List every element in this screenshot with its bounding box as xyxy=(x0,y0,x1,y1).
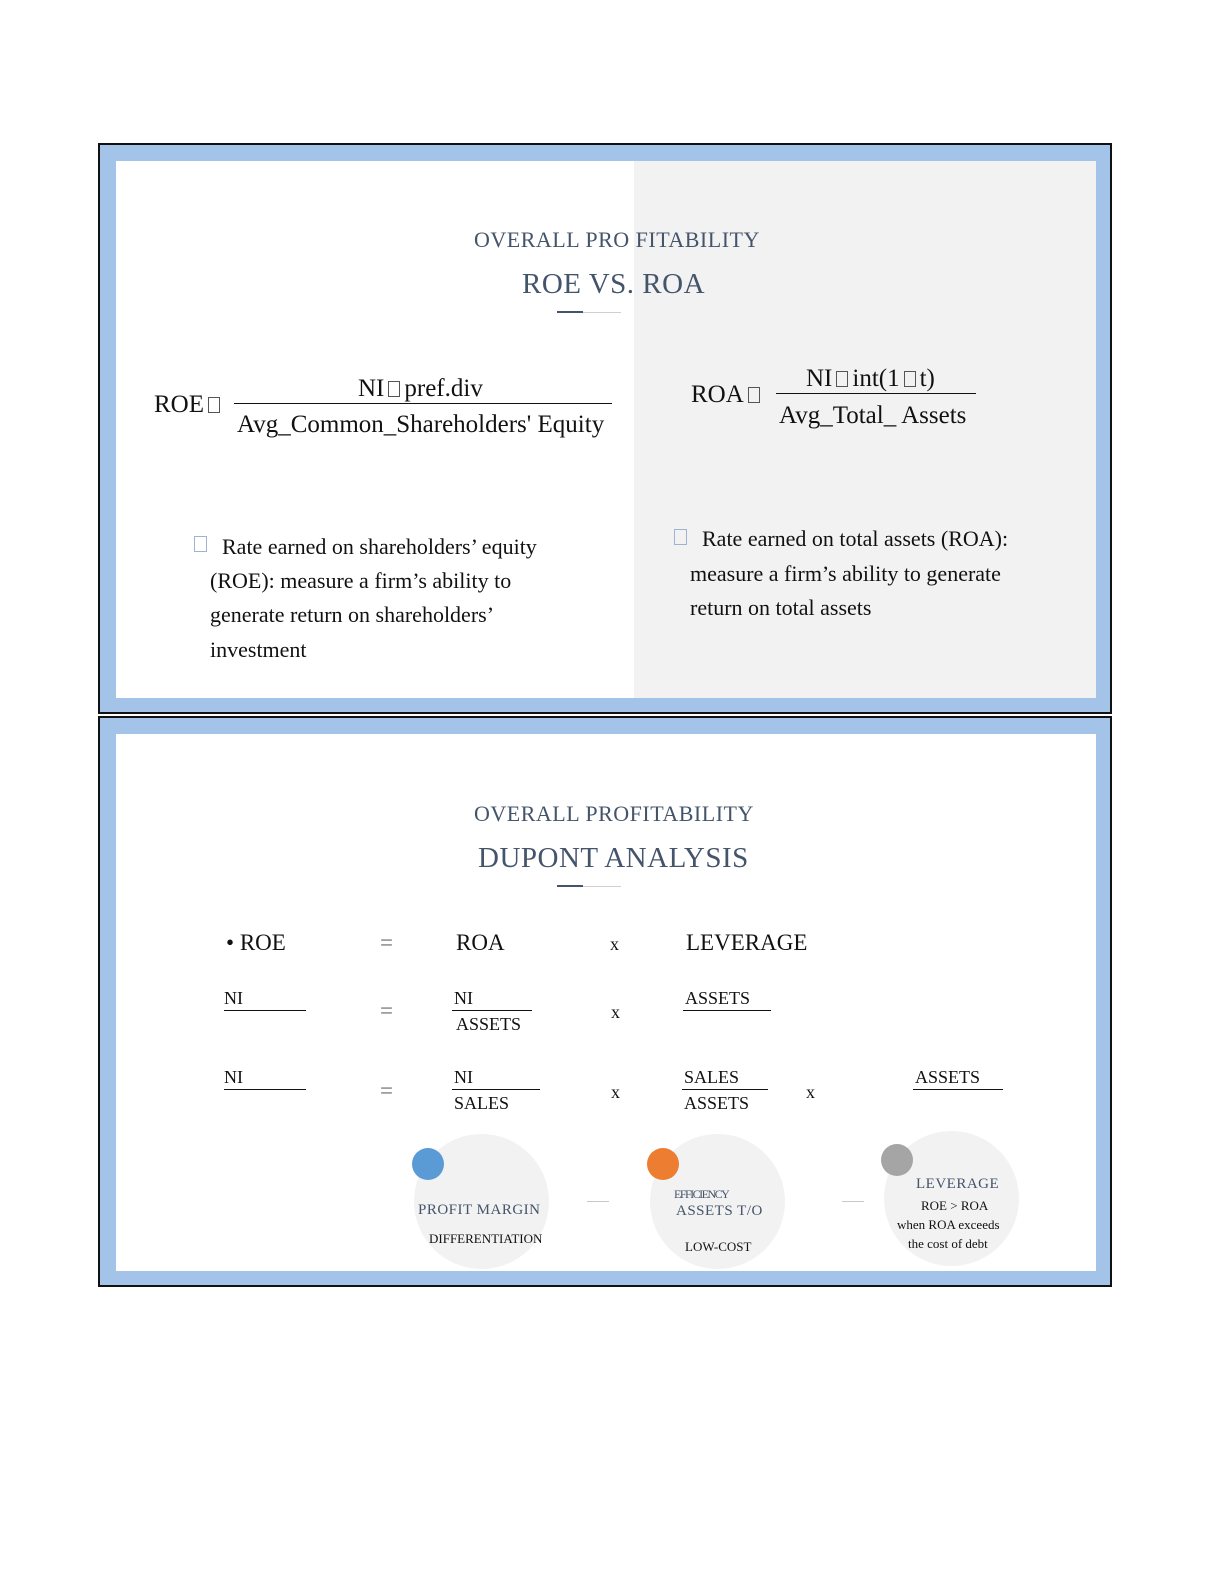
row1-equals: = xyxy=(380,930,393,955)
low-cost-label: LOW-COST xyxy=(685,1239,752,1254)
row3-times-1: x xyxy=(611,1082,620,1102)
roa-description-line-1: Rate earned on total assets (ROA): xyxy=(702,526,1009,551)
bullet-box-icon xyxy=(194,536,207,552)
row3-a-denominator: SALES xyxy=(454,1093,510,1113)
roe-description-line-2: (ROE): measure a firm’s ability to xyxy=(210,568,512,593)
blue-dot-icon xyxy=(412,1148,444,1180)
assets-turnover-label: ASSETS T/O xyxy=(676,1203,763,1219)
missing-glyph-icon xyxy=(208,397,220,413)
title-underline xyxy=(557,311,583,313)
roe-description-line-4: investment xyxy=(210,637,307,662)
when-roa-exceeds-label: when ROA exceeds xyxy=(897,1217,1000,1232)
row1-leverage: LEVERAGE xyxy=(686,930,808,955)
roe-description-line-3: generate return on shareholders’ xyxy=(210,602,495,627)
slide-kicker: OVERALL PROFITABILITY xyxy=(474,801,754,826)
leverage-label: LEVERAGE xyxy=(916,1176,1000,1192)
slide-title: DUPONT ANALYSIS xyxy=(478,842,749,874)
missing-glyph-icon xyxy=(388,381,400,397)
roe-description-line-1: Rate earned on shareholders’ equity xyxy=(222,534,537,559)
differentiation-label: DIFFERENTIATION xyxy=(429,1231,543,1246)
bullet-box-icon xyxy=(674,529,687,545)
roa-description-line-2: measure a firm’s ability to generate xyxy=(690,561,1001,586)
row1-times: x xyxy=(610,934,619,954)
missing-glyph-icon xyxy=(748,387,760,403)
title-underline xyxy=(557,885,583,887)
row3-a-numerator: NI xyxy=(452,1067,540,1090)
slide-dupont-analysis xyxy=(98,716,1112,1287)
efficiency-label: EFFICIENCY xyxy=(674,1187,729,1201)
roe-denominator: Avg_Common_Shareholders' Equity xyxy=(237,411,605,438)
roe-greater-roa-label: ROE > ROA xyxy=(921,1198,989,1213)
connector-dash xyxy=(842,1201,864,1202)
connector-dash xyxy=(587,1201,609,1202)
row2-b-numerator: ASSETS xyxy=(683,988,771,1011)
grey-dot-icon xyxy=(881,1144,913,1176)
row2-equals: = xyxy=(380,998,393,1023)
missing-glyph-icon xyxy=(836,371,848,387)
roa-numerator: NI int(1 t) xyxy=(806,365,935,392)
slide-content xyxy=(116,161,1096,698)
slide-content xyxy=(116,734,1096,1271)
row2-times: x xyxy=(611,1002,620,1022)
roe-formula-lhs: ROE xyxy=(154,391,224,419)
roa-description-line-3: return on total assets xyxy=(690,595,872,620)
roa-fraction-bar xyxy=(776,393,976,394)
row3-times-2: x xyxy=(806,1082,815,1102)
missing-glyph-icon xyxy=(904,371,916,387)
slide-roe-vs-roa xyxy=(98,143,1112,714)
row2-a-denominator: ASSETS xyxy=(456,1014,522,1034)
row3-b-denominator: ASSETS xyxy=(684,1093,750,1113)
row2-a-numerator: NI xyxy=(452,988,532,1011)
title-underline-light xyxy=(583,886,621,887)
row3-equals: = xyxy=(380,1078,393,1103)
profit-margin-label: PROFIT MARGIN xyxy=(418,1202,541,1218)
row3-c-numerator: ASSETS xyxy=(913,1067,1003,1090)
roe-fraction-bar xyxy=(234,403,612,404)
title-underline-light xyxy=(583,312,621,313)
slide-title: ROE VS. ROA xyxy=(522,268,706,300)
slide-kicker: OVERALL PRO FITABILITY xyxy=(474,227,760,252)
row3-lhs: NI xyxy=(224,1067,306,1090)
roa-formula-lhs: ROA xyxy=(691,381,764,409)
row1-lhs: • ROE xyxy=(226,930,286,955)
roe-numerator: NI pref.div xyxy=(358,375,483,402)
cost-of-debt-label: the cost of debt xyxy=(908,1236,988,1251)
orange-dot-icon xyxy=(647,1148,679,1180)
row2-lhs: NI xyxy=(224,988,306,1011)
row3-b-numerator: SALES xyxy=(682,1067,768,1090)
row1-roa: ROA xyxy=(456,930,505,955)
roa-denominator: Avg_Total_ Assets xyxy=(779,402,967,429)
